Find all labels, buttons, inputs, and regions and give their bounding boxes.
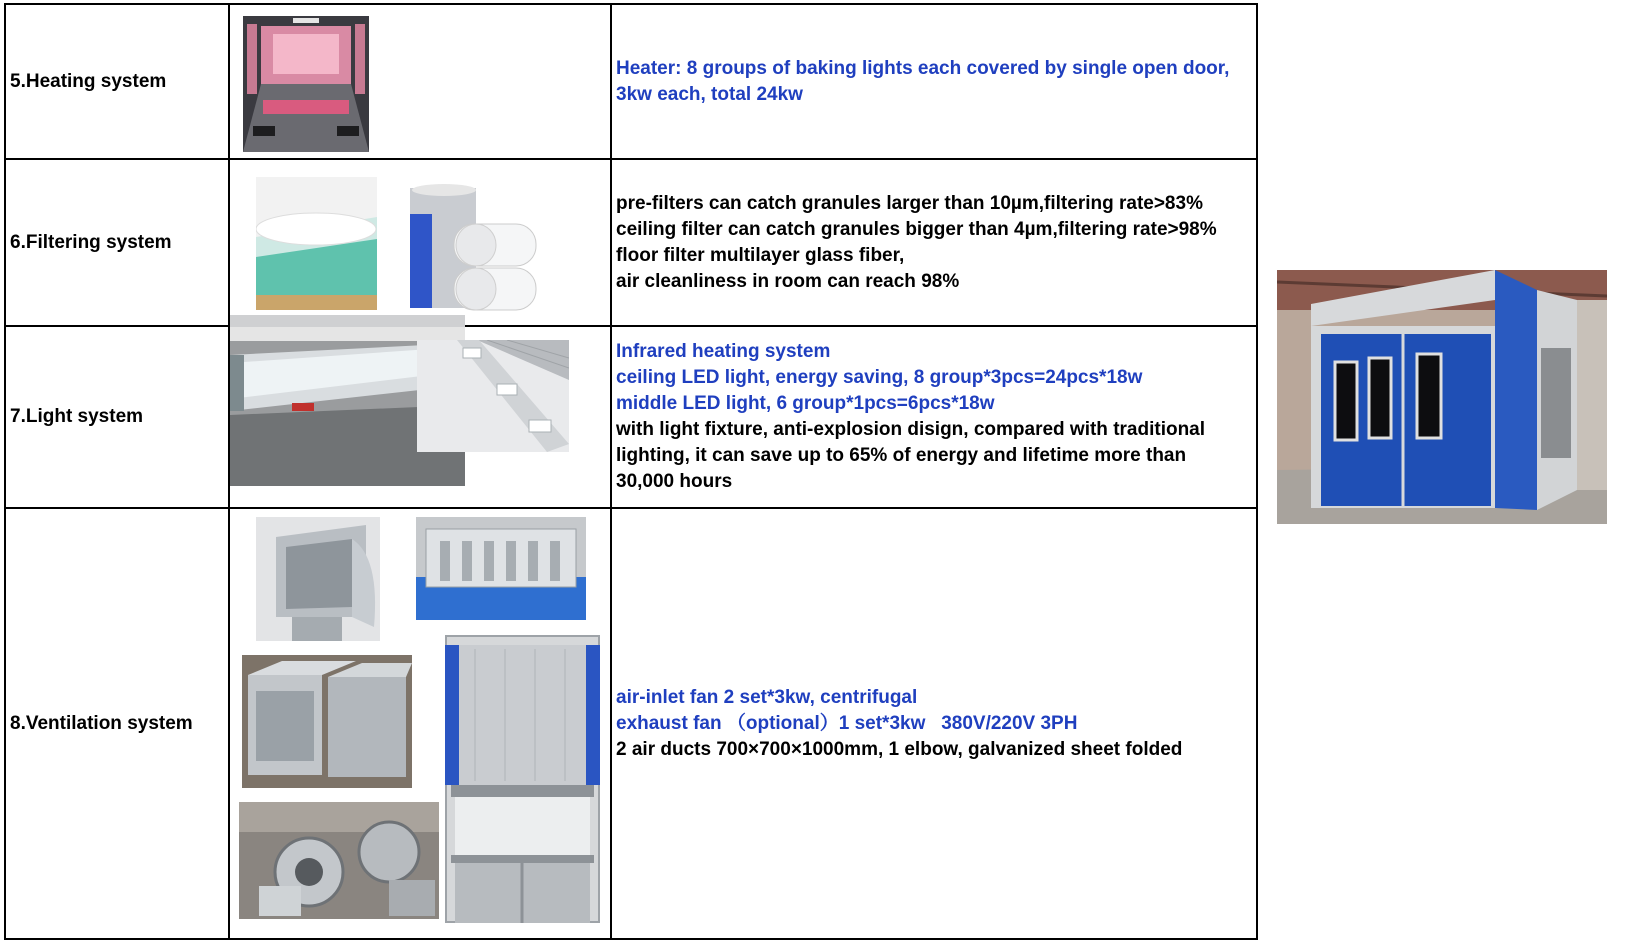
description-line: Infrared heating system [616,341,831,363]
row-label: 5.Heating system [5,4,229,159]
description-line: pre-filters can catch granules larger than 10µm,filtering rate>83% [616,192,1203,214]
description-line: exhaust fan （optional）1 set*3kw 380V/220V 3PH [616,712,1078,734]
description-line: air-inlet fan 2 set*3kw, centrifugal [616,686,918,708]
description-line: Heater: 8 groups of baking lights each covered by single open door, [616,57,1230,79]
description-line: air cleanliness in room can reach 98% [616,270,960,292]
filter-cylinder-photo [410,184,538,312]
description-cell [611,4,1257,159]
fan-cabinet-photo [445,635,600,923]
image-cell [229,326,611,509]
description-line: ceiling LED light, energy saving, 8 group*3pcs=24pcs*18w [616,367,1143,389]
spec-row-heating [5,4,1257,159]
description-line: ceiling filter can catch granules bigger than 4µm,filtering rate>98% [616,218,1217,240]
duct-grille-photo [416,517,586,620]
duct-boxes-photo [242,655,412,788]
image-cell [229,159,611,325]
description-line: 30,000 hours [616,471,733,493]
ceiling-light-panel-photo [417,340,569,452]
description-line: floor filter multilayer glass fiber, [616,244,905,266]
filter-roll-photo [256,177,377,310]
duct-elbow-photo [256,517,380,641]
description-line: lighting, it can save up to 65% of energy and lifetime more than [616,445,1187,467]
description-line: middle LED light, 6 group*1pcs=6pcs*18w [616,393,995,415]
paint-booth-interior-photo [243,16,369,152]
description-line: 3kw each, total 24kw [616,83,803,105]
description-line: 2 air ducts 700×700×1000mm, 1 elbow, galvanized sheet folded [616,738,1183,760]
description-cell [611,159,1257,325]
image-cell [229,4,611,159]
spec-row-light [5,326,1257,509]
description-line: with light fixture, anti-explosion disign, compared with traditional [616,419,1206,441]
description-cell [611,326,1257,509]
spec-row-ventilation [5,508,1257,939]
row-label: 8.Ventilation system [5,508,229,939]
image-cell [229,508,611,939]
spray-booth-exterior-photo [1277,270,1607,524]
spec-table [4,3,1258,940]
centrifugal-fans-photo [239,802,439,919]
spec-row-filtering [5,159,1257,325]
description-cell [611,508,1257,939]
row-label: 6.Filtering system [5,159,229,325]
row-label: 7.Light system [5,326,229,509]
